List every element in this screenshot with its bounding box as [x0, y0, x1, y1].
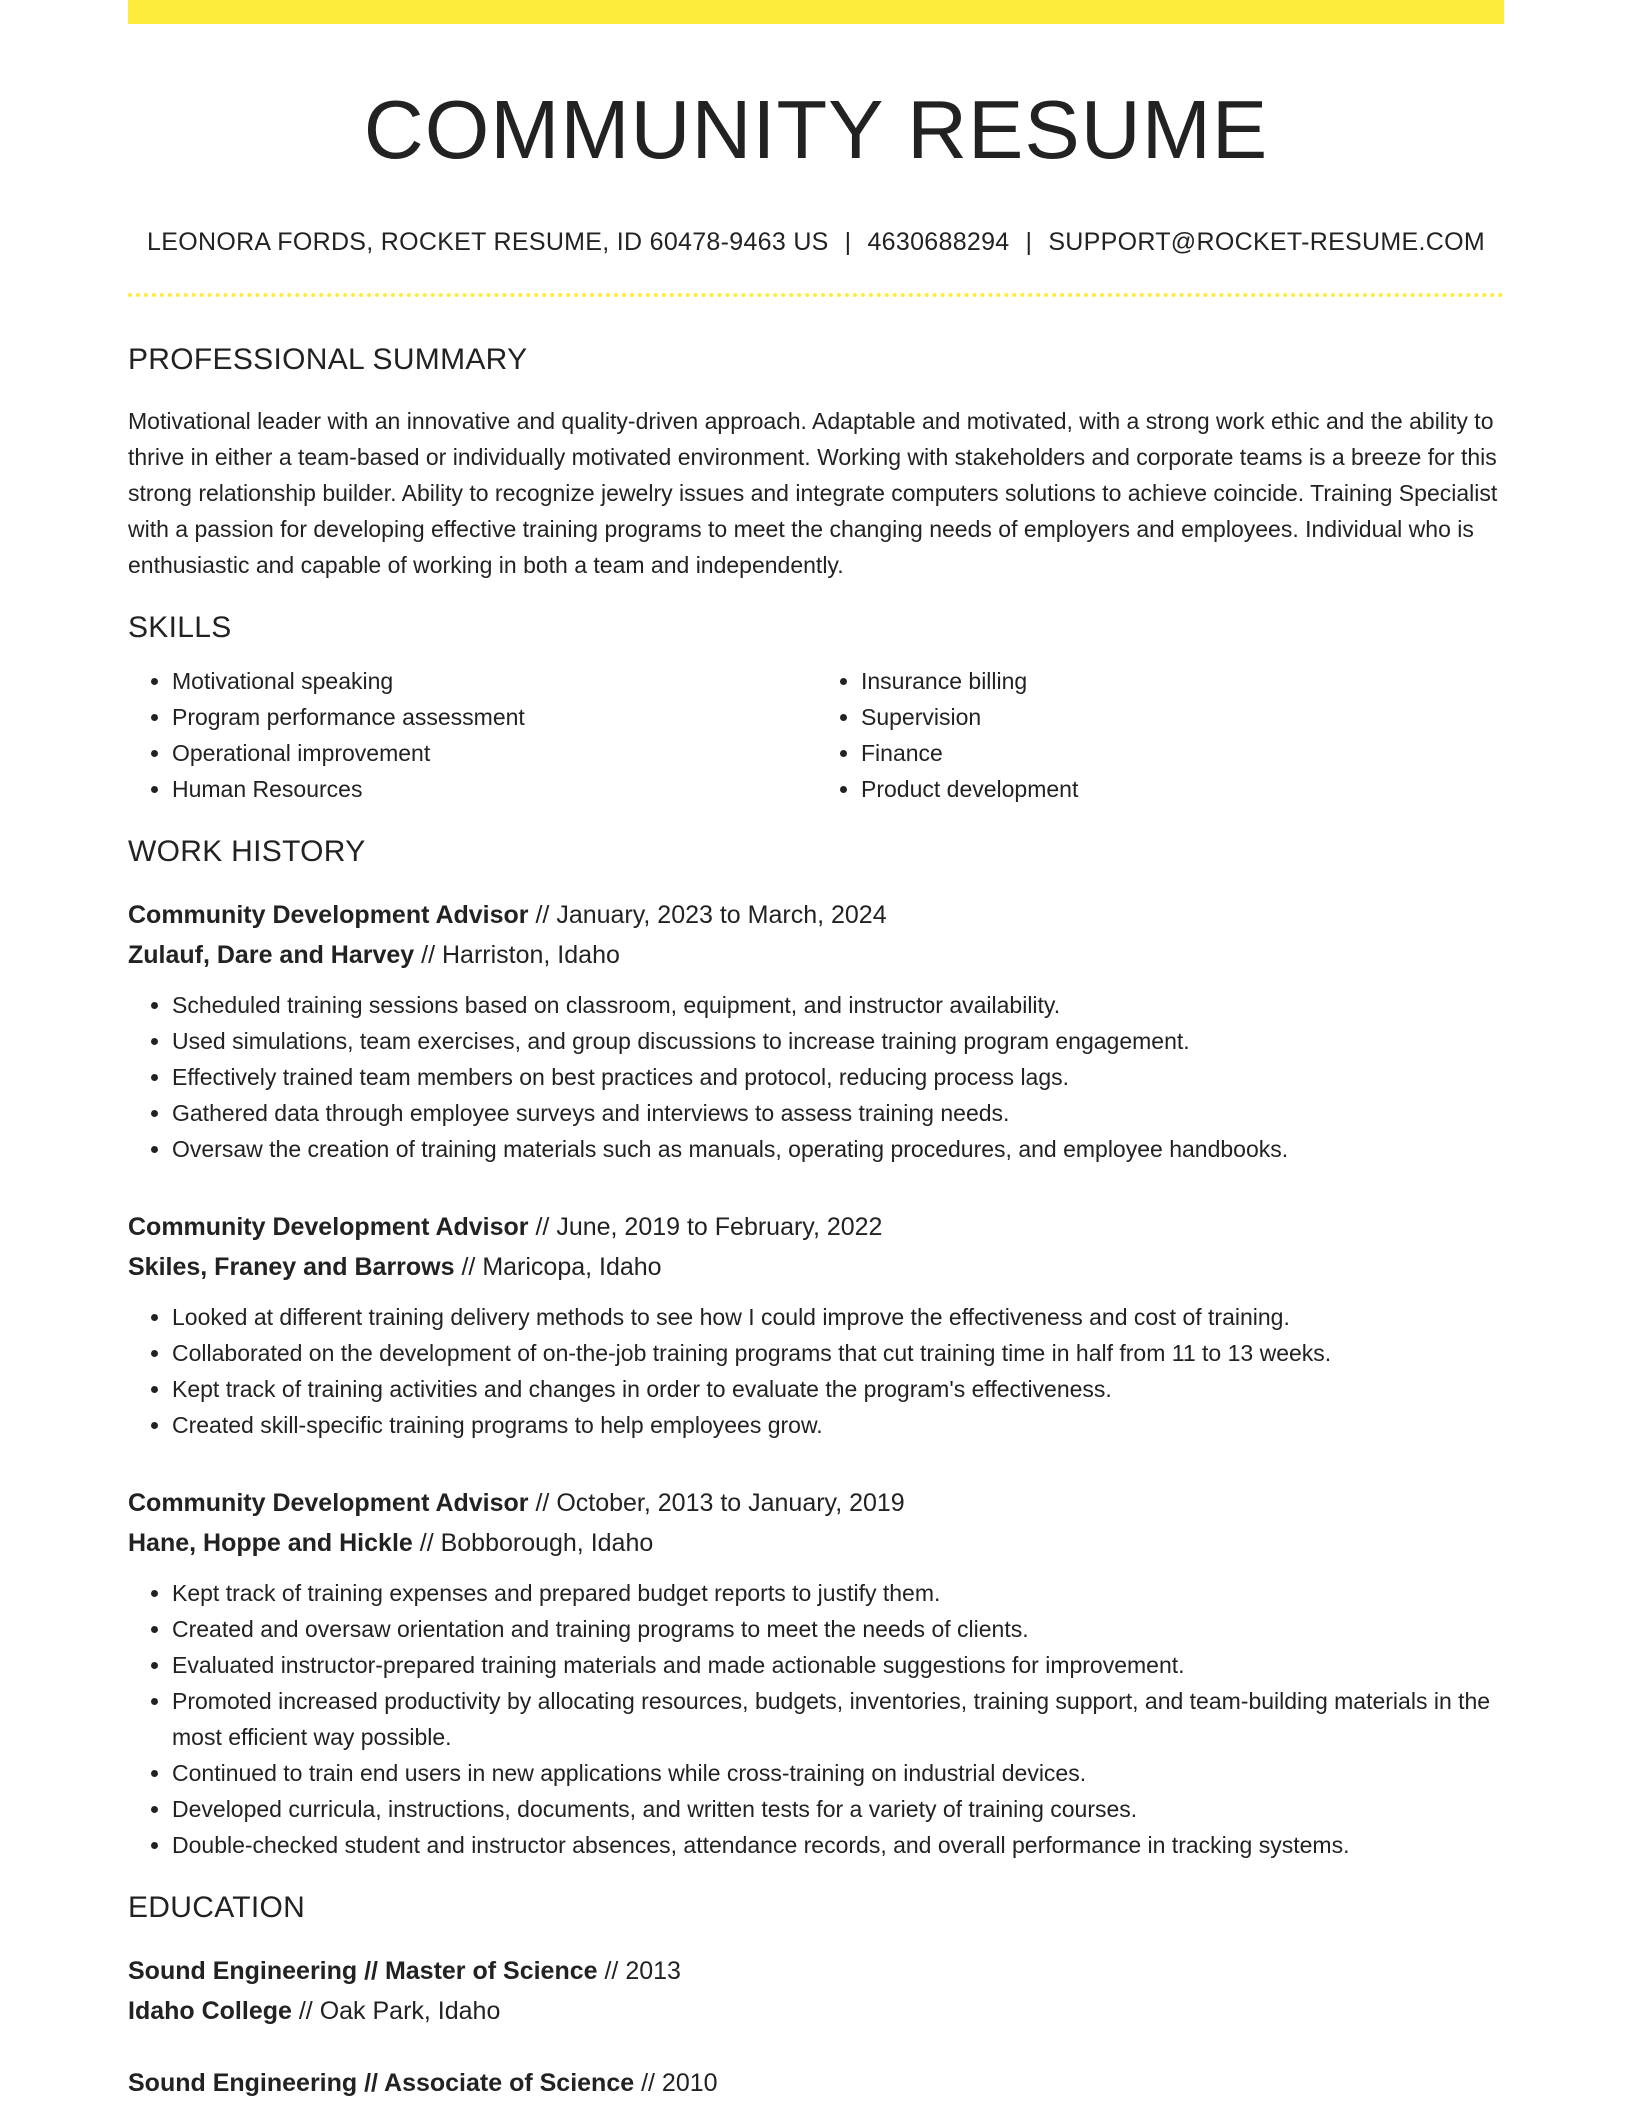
- job-bullet: • Oversaw the creation of training materials such as manuals, operating procedures, and employee handbooks.: [172, 1131, 1504, 1167]
- job-bullet: • Developed curricula, instructions, documents, and written tests for a variety of training courses.: [172, 1791, 1504, 1827]
- job-bullet: • Kept track of training expenses and prepared budget reports to justify them.: [172, 1575, 1504, 1611]
- contact-separator: |: [1025, 227, 1033, 256]
- job-bullet: • Looked at different training delivery methods to see how I could improve the effectiveness and cost of training.: [172, 1299, 1504, 1335]
- accent-top-bar: [128, 0, 1504, 24]
- skills-heading: SKILLS: [128, 610, 232, 644]
- job-company: Zulauf, Dare and Harvey: [128, 940, 415, 969]
- education-degree: Sound Engineering // Master of Science: [128, 1956, 598, 1985]
- job-title: Community Development Advisor: [128, 1212, 529, 1241]
- contact-email: SUPPORT@ROCKET-RESUME.COM: [1048, 227, 1485, 256]
- job-bullet: • Gathered data through employee surveys and interviews to assess training needs.: [172, 1095, 1504, 1131]
- education-location: // Oak Park, Idaho: [291, 1996, 501, 2025]
- job-location: // Bobborough, Idaho: [412, 1528, 654, 1557]
- education-year: // 2013: [597, 1956, 681, 1985]
- skill-item: • Supervision: [861, 699, 1504, 735]
- job-entry: [128, 895, 1504, 1167]
- education-heading: EDUCATION: [128, 1890, 306, 1924]
- education-entry: [128, 2063, 1504, 2103]
- work-history-heading: WORK HISTORY: [128, 834, 366, 868]
- contact-address: LEONORA FORDS, ROCKET RESUME, ID 60478-9463 US: [147, 227, 829, 256]
- skill-item: • Product development: [861, 771, 1504, 807]
- job-bullets: [128, 1575, 1504, 1863]
- education-degree-line: [128, 2063, 1504, 2103]
- job-bullet: • Used simulations, team exercises, and group discussions to increase training program engagement.: [172, 1023, 1504, 1059]
- job-bullet: • Continued to train end users in new applications while cross-training on industrial devices.: [172, 1755, 1504, 1791]
- job-location: // Harriston, Idaho: [414, 940, 620, 969]
- contact-separator: |: [844, 227, 852, 256]
- skills-column-left: [128, 663, 815, 807]
- job-bullet: • Collaborated on the development of on-the-job training programs that cut training time in half from 11 to 13 weeks.: [172, 1335, 1504, 1371]
- job-bullet: • Effectively trained team members on best practices and protocol, reducing process lags.: [172, 1059, 1504, 1095]
- education-school-line: [128, 1991, 1504, 2031]
- skill-item: • Insurance billing: [861, 663, 1504, 699]
- summary-heading: PROFESSIONAL SUMMARY: [128, 342, 528, 376]
- job-bullet: • Double-checked student and instructor absences, attendance records, and overall performance in tracking systems.: [172, 1827, 1504, 1863]
- job-bullets: [128, 1299, 1504, 1443]
- job-dates: // June, 2019 to February, 2022: [528, 1212, 883, 1241]
- job-title: Community Development Advisor: [128, 900, 529, 929]
- job-bullet: • Scheduled training sessions based on classroom, equipment, and instructor availability.: [172, 987, 1504, 1023]
- job-bullet: • Created and oversaw orientation and training programs to meet the needs of clients.: [172, 1611, 1504, 1647]
- contact-line: [128, 228, 1504, 257]
- job-company-line: [128, 1247, 1504, 1287]
- summary-text: Motivational leader with an innovative and quality-driven approach. Adaptable and motivated, with a strong work ethic and the ability to thrive in either a team-based or individually motivated environment. Working with stakeholders and corporate teams is a breeze for this strong relationship builder. Ability to recognize jewelry issues and integrate computers solutions to achieve coincide. Training Specialist with a passion for developing effective training programs to meet the changing needs of employers and employees. Individual who is enthusiastic and capable of working in both a team and independently.: [128, 407, 1498, 578]
- contact-phone: 4630688294: [867, 227, 1010, 256]
- job-bullet: • Created skill-specific training programs to help employees grow.: [172, 1407, 1504, 1443]
- job-company: Skiles, Franey and Barrows: [128, 1252, 455, 1281]
- job-dates: // October, 2013 to January, 2019: [528, 1488, 905, 1517]
- job-bullet: • Promoted increased productivity by allocating resources, budgets, inventories, training support, and team-building materials in the most efficient way possible.: [172, 1683, 1504, 1755]
- skills-list: [128, 663, 1504, 807]
- job-company-line: [128, 935, 1504, 975]
- skill-item: • Operational improvement: [172, 735, 815, 771]
- job-company-line: [128, 1523, 1504, 1563]
- job-company: Hane, Hoppe and Hickle: [128, 1528, 413, 1557]
- skill-item: • Program performance assessment: [172, 699, 815, 735]
- job-entry: [128, 1207, 1504, 1443]
- job-title-line: [128, 895, 1504, 935]
- skill-item: • Motivational speaking: [172, 663, 815, 699]
- education-degree-line: [128, 1951, 1504, 1991]
- job-dates: // January, 2023 to March, 2024: [528, 900, 887, 929]
- education-entry: [128, 1951, 1504, 2031]
- skill-item: • Human Resources: [172, 771, 815, 807]
- resume-name: COMMUNITY RESUME: [363, 83, 1269, 176]
- job-title-line: [128, 1483, 1504, 1523]
- job-title: Community Development Advisor: [128, 1488, 529, 1517]
- dotted-divider: [128, 293, 1504, 297]
- job-bullets: [128, 987, 1504, 1167]
- job-bullet: • Evaluated instructor-prepared training materials and made actionable suggestions for improvement.: [172, 1647, 1504, 1683]
- skills-column-right: [815, 663, 1504, 807]
- skill-item: • Finance: [861, 735, 1504, 771]
- job-bullet: • Kept track of training activities and changes in order to evaluate the program's effectiveness.: [172, 1371, 1504, 1407]
- education-year: // 2010: [634, 2068, 718, 2097]
- education-school: Idaho College: [128, 1996, 292, 2025]
- education-degree: Sound Engineering // Associate of Science: [128, 2068, 635, 2097]
- resume-page: [128, 0, 1504, 2103]
- job-title-line: [128, 1207, 1504, 1247]
- job-location: // Maricopa, Idaho: [454, 1252, 662, 1281]
- job-entry: [128, 1483, 1504, 1863]
